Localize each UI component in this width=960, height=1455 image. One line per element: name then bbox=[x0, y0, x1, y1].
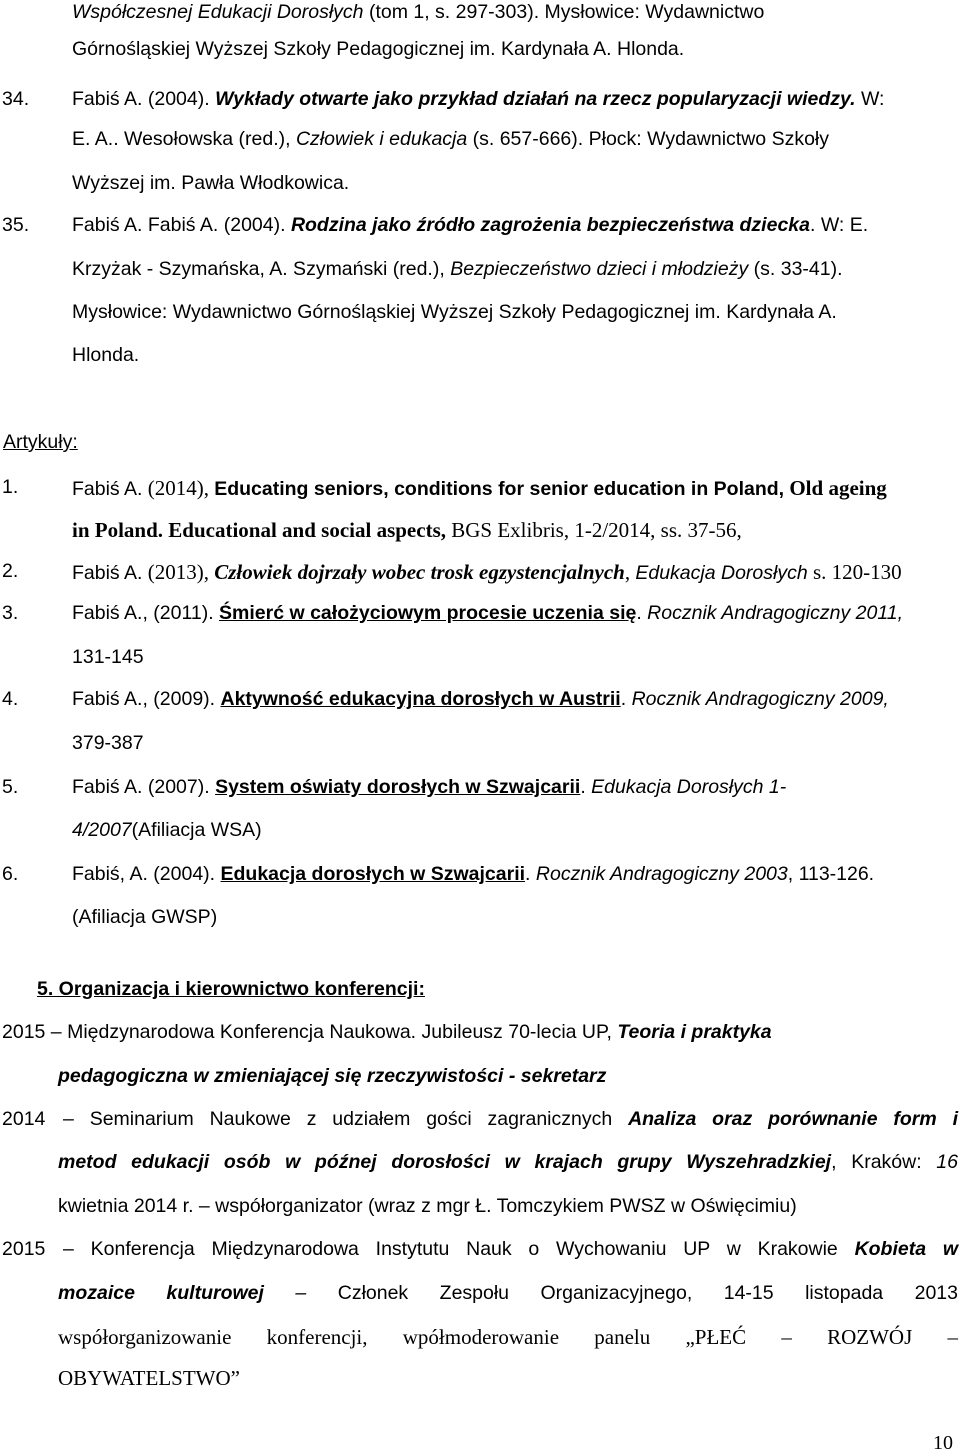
article-5-number: 5. bbox=[2, 776, 19, 798]
section-5-heading: 5. Organizacja i kierownictwo konferencji: bbox=[37, 978, 425, 1000]
article-5-line-1: Fabiś A. (2007). System oświaty dorosłych w Szwajcarii. Edukacja Dorosłych 1- bbox=[72, 776, 787, 798]
conference-1-line-2: pedagogiczna w zmieniającej się rzeczywistości - sekretarz bbox=[58, 1065, 607, 1087]
continued-line-2: Górnośląskiej Wyższej Szkoły Pedagogicznej im. Kardynała A. Hlonda. bbox=[72, 38, 685, 60]
article-3-line-1: Fabiś A., (2011). Śmierć w całożyciowym procesie uczenia się. Rocznik Andragogiczny 2011, bbox=[72, 602, 903, 624]
article-1-number: 1. bbox=[2, 476, 19, 498]
item-35-line-2: Krzyżak - Szymańska, A. Szymański (red.), Bezpieczeństwo dzieci i młodzieży (s. 33-41). bbox=[72, 258, 843, 280]
item-35-line-3: Mysłowice: Wydawnictwo Górnośląskiej Wyższej Szkoły Pedagogicznej im. Kardynała A. bbox=[72, 301, 837, 323]
conference-2-line-2: metod edukacji osób w późnej dorosłości w krajach grupy Wyszehradzkiej, Kraków: 16 bbox=[58, 1151, 958, 1173]
article-6-line-1: Fabiś, A. (2004). Edukacja dorosłych w Szwajcarii. Rocznik Andragogiczny 2003, 113-126. bbox=[72, 863, 875, 885]
conference-3-line-4: OBYWATELSTWO” bbox=[58, 1366, 240, 1390]
article-3-line-2: 131-145 bbox=[72, 646, 144, 668]
item-35-line-1: Fabiś A. Fabiś A. (2004). Rodzina jako źródło zagrożenia bezpieczeństwa dziecka. W: E. bbox=[72, 214, 869, 236]
conference-3-year: 2015 bbox=[2, 1238, 46, 1260]
article-3-number: 3. bbox=[2, 602, 19, 624]
item-34-line-3: Wyższej im. Pawła Włodkowica. bbox=[72, 172, 350, 194]
article-1-line-1: Fabiś A. (2014), Educating seniors, conditions for senior education in Poland, Old ageing bbox=[72, 476, 887, 500]
item-34-line-2: E. A.. Wesołowska (red.), Człowiek i edukacja (s. 657-666). Płock: Wydawnictwo Szkoły bbox=[72, 128, 830, 150]
article-5-line-2: 4/2007(Afiliacja WSA) bbox=[72, 819, 262, 841]
article-4-number: 4. bbox=[2, 688, 19, 710]
article-4-line-2: 379-387 bbox=[72, 732, 144, 754]
articles-heading: Artykuły: bbox=[3, 431, 78, 453]
page-number: 10 bbox=[933, 1432, 953, 1454]
article-1-line-2: in Poland. Educational and social aspects, BGS Exlibris, 1-2/2014, ss. 37-56, bbox=[72, 518, 742, 542]
item-35-number: 35. bbox=[2, 214, 30, 236]
conference-2-line-1: – Seminarium Naukowe z udziałem gości zagranicznych Analiza oraz porównanie form i bbox=[63, 1108, 958, 1130]
conference-2-year: 2014 bbox=[2, 1108, 46, 1130]
conference-1-line-1: 2015 – Międzynarodowa Konferencja Naukowa. Jubileusz 70-lecia UP, Teoria i praktyka bbox=[2, 1021, 772, 1043]
item-34-number: 34. bbox=[2, 88, 30, 110]
conference-3-line-3: współorganizowanie konferencji, wpółmoderowanie panelu „PŁEĆ – ROZWÓJ – bbox=[58, 1325, 958, 1349]
item-34-line-1: Fabiś A. (2004). Wykłady otwarte jako przykład działań na rzecz popularyzacji wiedzy. W: bbox=[72, 88, 885, 110]
conference-2-line-3: kwietnia 2014 r. – współorganizator (wraz z mgr Ł. Tomczykiem PWSZ w Oświęcimiu) bbox=[58, 1195, 797, 1217]
article-4-line-1: Fabiś A., (2009). Aktywność edukacyjna dorosłych w Austrii. Rocznik Andragogiczny 2009, bbox=[72, 688, 889, 710]
continued-line-1: Współczesnej Edukacji Dorosłych (tom 1, s. 297-303). Mysłowice: Wydawnictwo bbox=[72, 1, 765, 23]
article-2-line-1: Fabiś A. (2013), Człowiek dojrzały wobec trosk egzystencjalnych, Edukacja Dorosłych s. 120-130 bbox=[72, 560, 902, 584]
item-35-line-4: Hlonda. bbox=[72, 344, 140, 366]
article-2-number: 2. bbox=[2, 560, 19, 582]
conference-3-line-1: – Konferencja Międzynarodowa Instytutu Nauk o Wychowaniu UP w Krakowie Kobieta w bbox=[63, 1238, 959, 1260]
conference-3-line-2: mozaice kulturowej – Członek Zespołu Organizacyjnego, 14-15 listopada 2013 bbox=[58, 1282, 958, 1304]
article-6-line-2: (Afiliacja GWSP) bbox=[72, 906, 218, 928]
article-6-number: 6. bbox=[2, 863, 19, 885]
